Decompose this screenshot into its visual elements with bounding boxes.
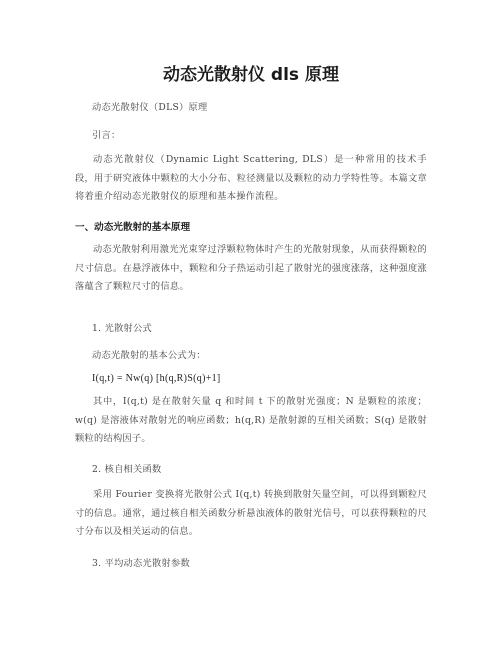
- subtitle: 动态光散射仪（DLS）原理: [92, 102, 208, 113]
- document-title: 动态光散射仪 dls 原理: [163, 65, 339, 85]
- item-2-label: 2. 核自相关函数: [92, 464, 162, 475]
- item-2-paragraph: 采用 Fourier 变换将光散射公式 I(q,t) 转换到散射矢量空间，可以得到颗粒尺寸的信息。通常，通过核自相关函数分析悬浊液体的散射光信号，可以获得颗粒的尺寸分布以及相关运动的信息。: [75, 489, 427, 537]
- item-3-label: 3. 平均动态光散射参数: [92, 558, 190, 569]
- item-1-intro: 动态光散射的基本公式为：: [92, 350, 206, 361]
- section-paragraph: 动态光散射利用激光光束穿过浮颗粒物体时产生的光散射现象，从而获得颗粒的尺寸信息。在悬浮液体中，颗粒和分子热运动引起了散射光的强度涨落，这种强度涨落蕴含了颗粒尺寸的信息。: [75, 244, 427, 292]
- intro-paragraph: 动态光散射仪（Dynamic Light Scattering, DLS）是一种常用的技术手段，用于研究液体中颗粒的大小分布、粒径测量以及颗粒的动力学特性等。本篇文章将着重介绍动态光散射仪的原理和基本操作流程。: [75, 154, 427, 202]
- item-1-label: 1. 光散射公式: [92, 323, 153, 334]
- scattering-formula: I(q,t) = Nw(q) [h(q,R)S(q)+1]: [92, 373, 221, 384]
- item-1-paragraph: 其中，I(q,t) 是在散射矢量 q 和时间 t 下的散射光强度；N 是颗粒的浓度；w(q) 是溶液体对散射光的响应函数；h(q,R) 是散射源的互相关函数；S(q) 是散射颗粒的结构因子。: [75, 396, 427, 444]
- section-heading: 一、动态光散射的基本原理: [75, 222, 191, 233]
- intro-label: 引言：: [92, 130, 121, 141]
